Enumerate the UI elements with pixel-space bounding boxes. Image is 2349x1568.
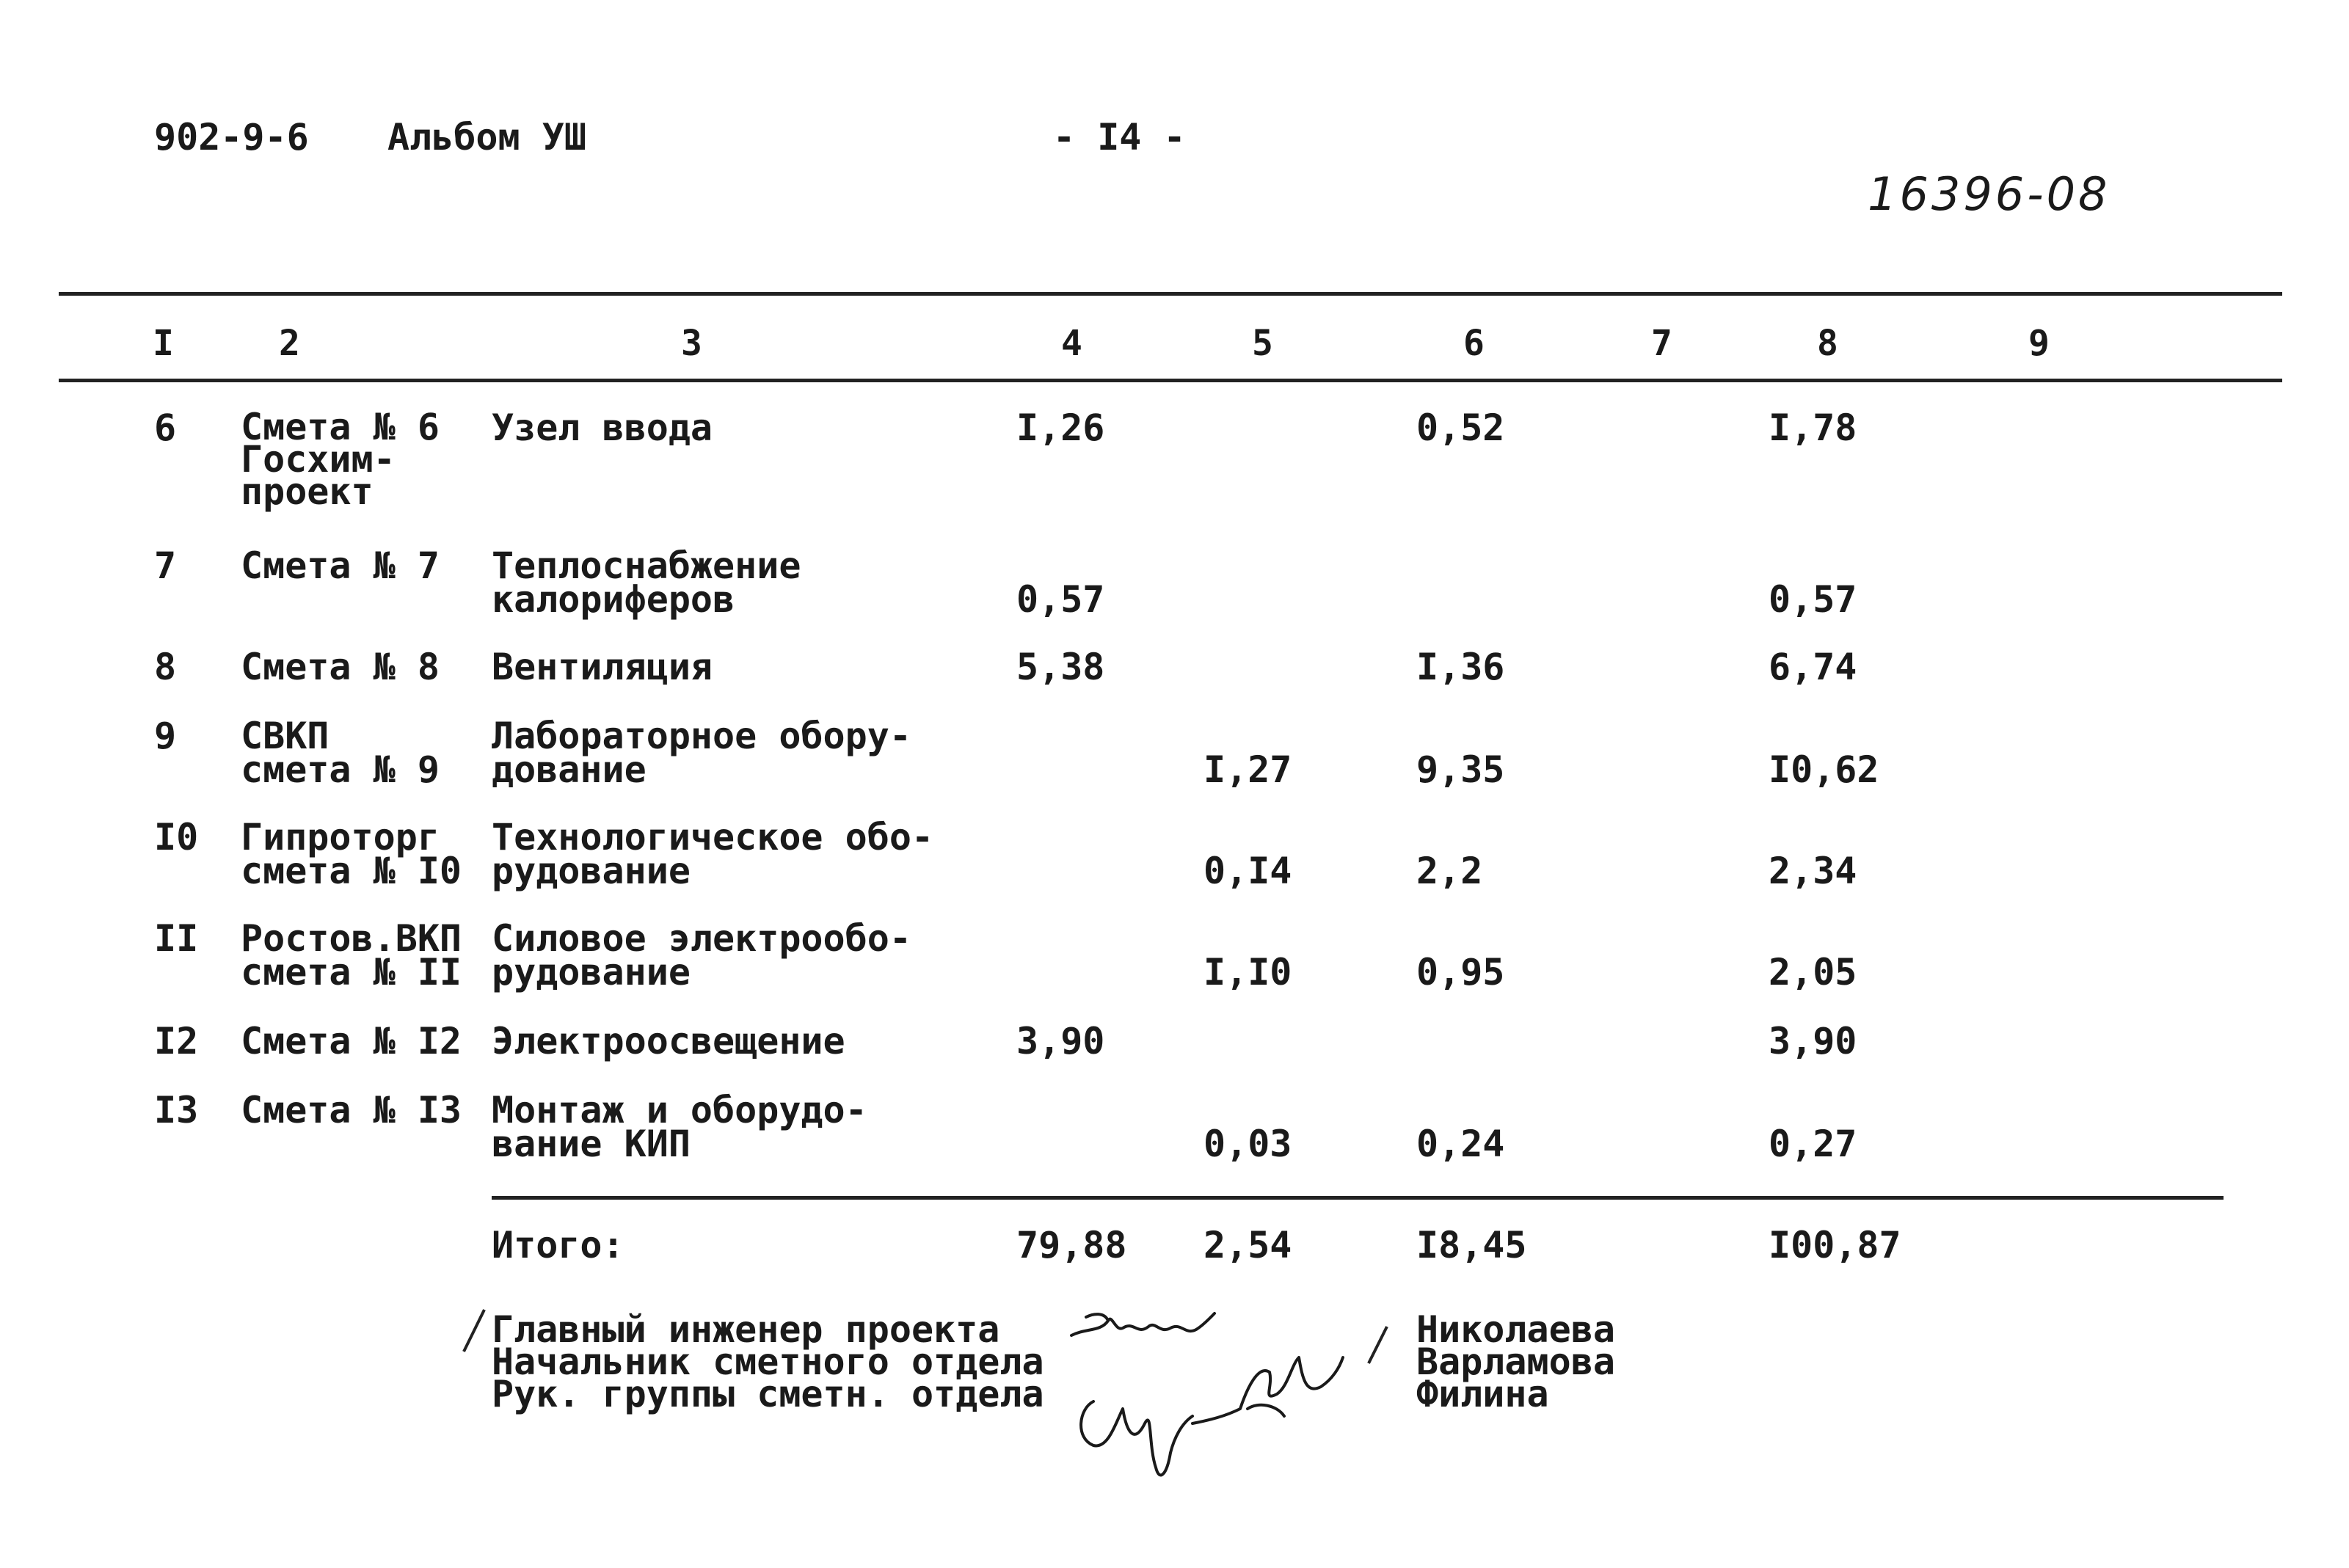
signature-name: Филина: [1416, 1373, 1549, 1415]
total-col8: I00,87: [1769, 1224, 1901, 1266]
stamp-number: 16396-08: [1868, 167, 2111, 221]
value-col8: I,78: [1769, 406, 1857, 449]
signature-name: Варламова: [1416, 1341, 1615, 1383]
value-col5: I,27: [1203, 748, 1292, 791]
handwritten-signatures: [1064, 1299, 1372, 1489]
column-number: 8: [1817, 323, 1838, 364]
item-name: Узел ввода: [492, 406, 713, 449]
value-col4: 0,57: [1016, 578, 1105, 621]
document-code: 902-9-6: [154, 116, 309, 158]
row-number: 9: [154, 715, 177, 757]
signature-title: Начальник сметного отдела: [492, 1341, 1044, 1383]
estimate-source: Смета № 8: [241, 646, 440, 688]
item-name: Монтаж и оборудо- вание КИП: [492, 1089, 867, 1165]
value-col6: 9,35: [1416, 748, 1505, 791]
value-col4: 5,38: [1016, 646, 1105, 688]
signature-name: Николаева: [1416, 1308, 1615, 1351]
column-number: 9: [2028, 323, 2050, 364]
top-rule: [59, 292, 2282, 296]
value-col8: 3,90: [1769, 1020, 1857, 1062]
estimate-source: Ростов.ВКП смета № II: [241, 917, 462, 993]
row-number: 6: [154, 406, 177, 449]
column-number: I: [153, 323, 174, 364]
total-label: Итого:: [492, 1224, 624, 1266]
item-name: Лабораторное обору- дование: [492, 715, 911, 791]
value-col4: 3,90: [1016, 1020, 1105, 1062]
row-number: I3: [154, 1089, 199, 1131]
value-col6: 0,24: [1416, 1123, 1505, 1165]
estimate-source: Гипроторг смета № I0: [241, 816, 462, 892]
page-number: - I4 -: [1053, 116, 1186, 158]
item-name: Силовое электрообо- рудование: [492, 917, 911, 993]
column-number: 7: [1651, 323, 1672, 364]
estimate-source: СВКП смета № 9: [241, 715, 440, 791]
estimate-source: Смета № 7: [241, 544, 440, 587]
value-col8: 0,57: [1769, 578, 1857, 621]
item-name: Теплоснабжение калориферов: [492, 544, 801, 621]
item-name: Электроосвещение: [492, 1020, 845, 1062]
item-name: Технологическое обо- рудование: [492, 816, 934, 892]
value-col5: I,I0: [1203, 951, 1292, 993]
column-number: 3: [681, 323, 702, 364]
column-number: 6: [1463, 323, 1485, 364]
column-number: 5: [1252, 323, 1273, 364]
signature-title: Рук. группы сметн. отдела: [492, 1373, 1044, 1415]
value-col6: 2,2: [1416, 850, 1483, 892]
column-number: 4: [1061, 323, 1082, 364]
value-col8: 6,74: [1769, 646, 1857, 688]
total-col5: 2,54: [1203, 1224, 1292, 1266]
row-number: 8: [154, 646, 177, 688]
value-col6: I,36: [1416, 646, 1505, 688]
signature-title: Главный инженер проекта: [492, 1308, 1000, 1351]
row-number: II: [154, 917, 199, 960]
total-col4: 79,88: [1016, 1224, 1127, 1266]
item-name: Вентиляция: [492, 646, 713, 688]
estimate-source: Смета № I3: [241, 1089, 462, 1131]
album-title: Альбом УШ: [387, 116, 586, 158]
row-number: 7: [154, 544, 177, 587]
slash-mark-right: [1358, 1321, 1394, 1372]
total-rule: [492, 1196, 2224, 1200]
header-rule: [59, 379, 2282, 382]
row-number: I0: [154, 816, 199, 858]
row-number: I2: [154, 1020, 199, 1062]
value-col8: 0,27: [1769, 1123, 1857, 1165]
value-col8: 2,05: [1769, 951, 1857, 993]
value-col6: 0,95: [1416, 951, 1505, 993]
value-col8: 2,34: [1769, 850, 1857, 892]
value-col6: 0,52: [1416, 406, 1505, 449]
value-col8: I0,62: [1769, 748, 1879, 791]
total-col6: I8,45: [1416, 1224, 1527, 1266]
estimate-source: Смета № 6 Госхим- проект: [241, 406, 440, 513]
value-col5: 0,I4: [1203, 850, 1292, 892]
estimate-source: Смета № I2: [241, 1020, 462, 1062]
value-col5: 0,03: [1203, 1123, 1292, 1165]
slash-mark-left: [455, 1306, 492, 1357]
column-number: 2: [279, 323, 300, 364]
value-col4: I,26: [1016, 406, 1105, 449]
